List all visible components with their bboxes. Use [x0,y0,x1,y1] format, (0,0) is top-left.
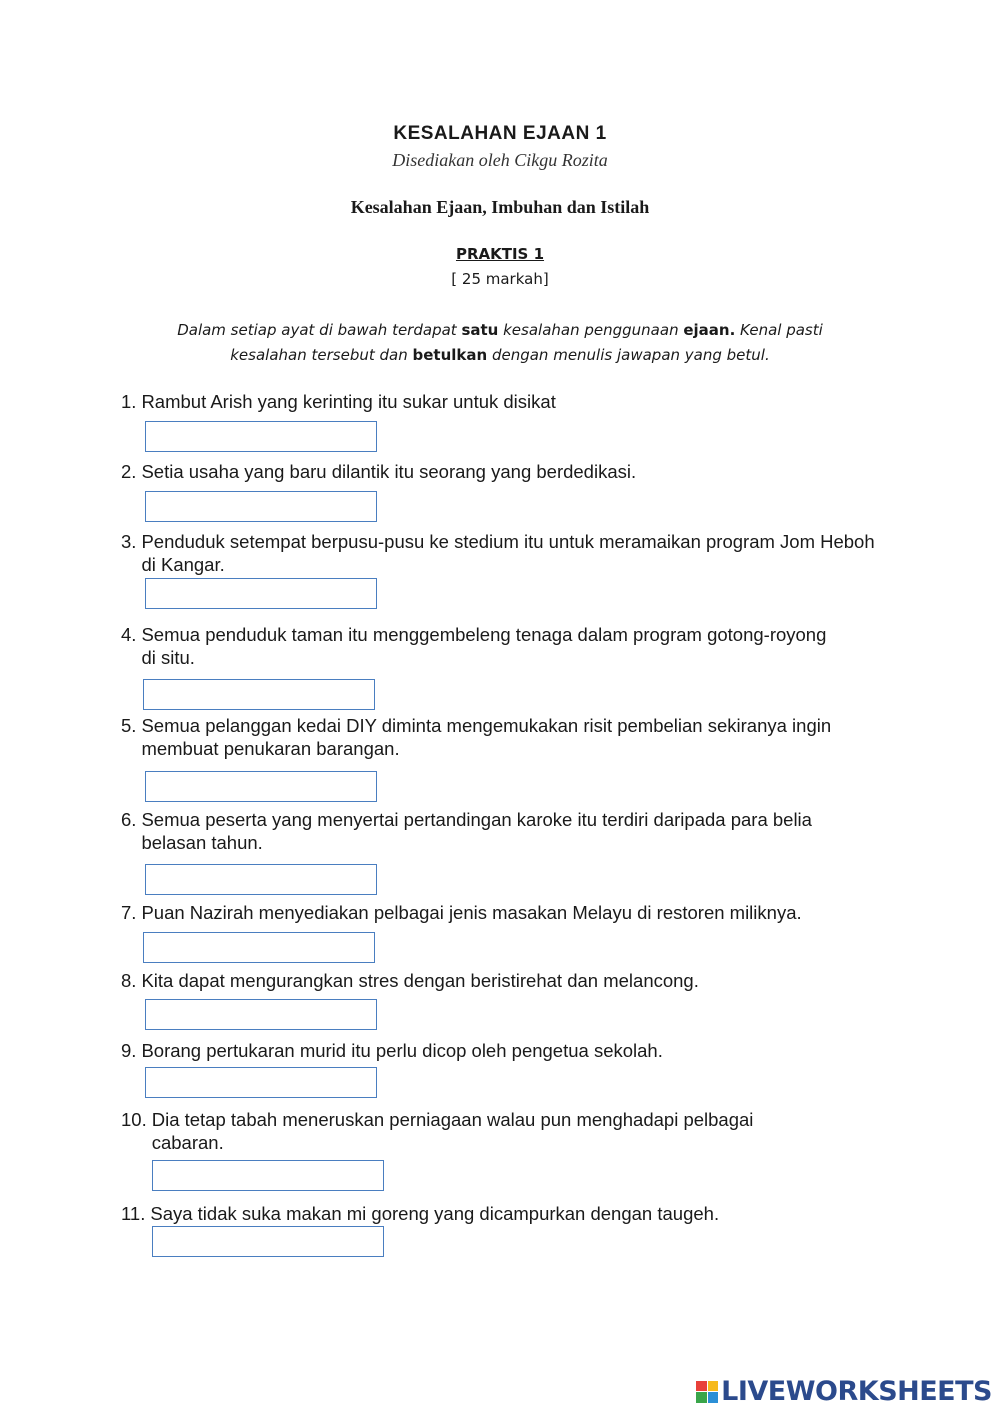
question-11 [121,1202,901,1225]
instructions: Dalam setiap ayat di bawah terdapat satu kesalahan penggunaan ejaan. Kenal pasti kesalahan tersebut dan betulkan dengan menulis jawapan yang betul. [177,321,823,364]
answer-input-3[interactable] [145,578,377,609]
question-5 [121,714,861,760]
logo-square-blue [708,1392,719,1403]
question-text: Borang pertukaran murid itu perlu dicop oleh pengetua sekolah. [141,1040,663,1061]
marks-label: [ 25 markah] [451,270,549,288]
answer-input-8[interactable] [145,999,377,1030]
answer-input-7[interactable] [143,932,375,963]
question-4 [121,623,833,669]
question-text: Rambut Arish yang kerinting itu sukar untuk disikat [141,391,556,412]
logo-square-green [696,1392,707,1403]
answer-input-11[interactable] [152,1226,384,1257]
question-7 [121,901,901,924]
answer-input-9[interactable] [145,1067,377,1098]
answer-input-10[interactable] [152,1160,384,1191]
answer-input-4[interactable] [143,679,375,710]
question-number: 7. [121,902,137,923]
question-3 [121,530,881,576]
answer-input-6[interactable] [145,864,377,895]
question-number: 5. [121,715,137,736]
question-text: Semua penduduk taman itu menggembeleng tenaga dalam program gotong-royong di situ. [141,624,827,668]
question-text: Puan Nazirah menyediakan pelbagai jenis masakan Melayu di restoren miliknya. [141,902,802,923]
section-title: Kesalahan Ejaan, Imbuhan dan Istilah [350,197,650,217]
question-number: 9. [121,1040,137,1061]
praktis-heading: PRAKTIS 1 [455,245,545,263]
question-text: Semua peserta yang menyertai pertandingan karoke itu terdiri daripada para belia belasan tahun. [141,809,812,853]
question-number: 11. [121,1203,146,1224]
question-number: 10. [121,1109,147,1130]
question-9 [121,1039,901,1062]
question-number: 6. [121,809,137,830]
question-number: 8. [121,970,137,991]
question-text: Dia tetap tabah meneruskan perniagaan walau pun menghadapi pelbagai cabaran. [151,1109,754,1153]
liveworksheets-logo [696,1376,992,1407]
logo-square-red [696,1381,707,1392]
page-title: KESALAHAN EJAAN 1 [393,123,607,144]
question-number: 1. [121,391,137,412]
author-subtitle: Disediakan oleh Cikgu Rozita [392,150,608,170]
question-text: Semua pelanggan kedai DIY diminta mengemukakan risit pembelian sekiranya ingin membuat penukaran barangan. [141,715,832,759]
question-text: Setia usaha yang baru dilantik itu seorang yang berdedikasi. [141,461,637,482]
question-2 [121,460,901,483]
question-6 [121,808,881,854]
question-text: Saya tidak suka makan mi goreng yang dicampurkan dengan taugeh. [150,1203,720,1224]
question-8 [121,969,901,992]
question-number: 4. [121,624,137,645]
question-number: 2. [121,461,137,482]
question-number: 3. [121,531,137,552]
question-1 [121,390,901,413]
question-10 [121,1108,821,1154]
answer-input-1[interactable] [145,421,377,452]
liveworksheets-grid-icon [696,1381,718,1403]
answer-input-2[interactable] [145,491,377,522]
question-text: Kita dapat mengurangkan stres dengan beristirehat dan melancong. [141,970,699,991]
answer-input-5[interactable] [145,771,377,802]
question-text: Penduduk setempat berpusu-pusu ke stedium itu untuk meramaikan program Jom Heboh di Kangar. [141,531,875,575]
logo-square-yellow [708,1381,719,1392]
logo-text: LIVEWORKSHEETS [721,1376,992,1407]
